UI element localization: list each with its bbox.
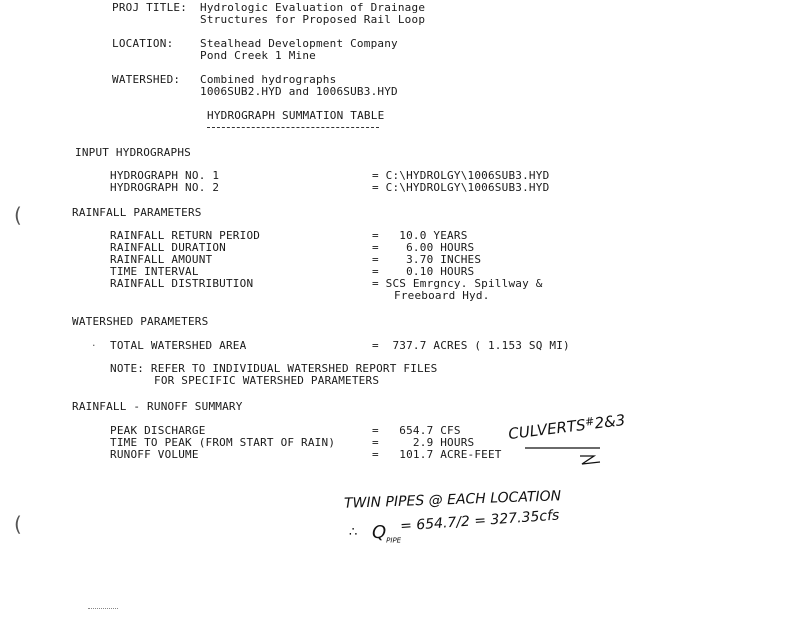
peak-discharge-value: = 654.7 CFS [372,424,461,437]
time-interval-value: = 0.10 HOURS [372,265,475,278]
rainfall-amount-label: RAINFALL AMOUNT [110,253,213,266]
location-label: LOCATION: [112,37,174,50]
watershed-line2: 1006SUB2.HYD and 1006SUB3.HYD [200,85,398,98]
note-line1: NOTE: REFER TO INDIVIDUAL WATERSHED REPORT FILES [110,362,438,375]
total-watershed-area-value: = 737.7 ACRES ( 1.153 SQ MI) [372,339,570,352]
rainfall-distribution-value: = SCS Emrgncy. Spillway & [372,277,543,290]
runoff-volume-value: = 101.7 ACRE-FEET [372,448,502,461]
time-to-peak-label: TIME TO PEAK (FROM START OF RAIN) [110,436,336,449]
note-line2: FOR SPECIFIC WATERSHED PARAMETERS [154,374,380,387]
hydrograph-2-label: HYDROGRAPH NO. 2 [110,181,220,194]
location-line1: Stealhead Development Company [200,37,398,50]
time-to-peak-value: = 2.9 HOURS [372,436,475,449]
handwritten-q-subscript: PIPE [386,536,402,545]
rainfall-return-period-value: = 10.0 YEARS [372,229,468,242]
binder-hole-mark: ( [14,203,22,227]
watershed-line1: Combined hydrographs [200,73,337,86]
hydrograph-2-value: = C:\HYDROLGY\1006SUB3.HYD [372,181,550,194]
runoff-volume-label: RUNOFF VOLUME [110,448,199,461]
stray-dot-mark: . [92,336,96,349]
handwritten-hash: # [584,414,596,429]
handwritten-culverts: CULVERTS#2&3 [507,410,627,444]
rainfall-parameters-heading: RAINFALL PARAMETERS [72,206,202,219]
project-label: PROJ TITLE: [112,1,188,14]
rainfall-duration-value: = 6.00 HOURS [372,241,475,254]
handwritten-twin-pipes: TWIN PIPES @ EACH LOCATION [343,488,562,512]
hydrograph-1-value: = C:\HYDROLGY\1006SUB3.HYD [372,169,550,182]
peak-discharge-label: PEAK DISCHARGE [110,424,206,437]
table-title-underline [207,127,379,128]
rainfall-return-period-label: RAINFALL RETURN PERIOD [110,229,261,242]
input-hydrographs-heading: INPUT HYDROGRAPHS [75,146,191,159]
table-title: HYDROGRAPH SUMMATION TABLE [207,109,385,122]
hydrograph-1-label: HYDROGRAPH NO. 1 [110,169,220,182]
total-watershed-area-label: TOTAL WATERSHED AREA [110,339,247,352]
watershed-parameters-heading: WATERSHED PARAMETERS [72,315,209,328]
handwritten-squiggle [520,440,610,470]
watershed-label: WATERSHED: [112,73,181,86]
rainfall-duration-label: RAINFALL DURATION [110,241,226,254]
location-line2: Pond Creek 1 Mine [200,49,316,62]
runoff-summary-heading: RAINFALL - RUNOFF SUMMARY [72,400,243,413]
project-title-line1: Hydrologic Evaluation of Drainage [200,1,426,14]
handwritten-q: $Q_{PIPE}$ [372,522,402,545]
rainfall-distribution-label: RAINFALL DISTRIBUTION [110,277,254,290]
footer-scan-mark [88,608,118,609]
binder-hole-mark-lower: ( [14,512,22,536]
time-interval-label: TIME INTERVAL [110,265,199,278]
rainfall-distribution-line2: Freeboard Hyd. [394,289,490,302]
handwritten-therefore: ∴ [349,525,358,540]
handwritten-equation: = 654.7/2 = 327.35cfs [399,507,560,535]
rainfall-amount-value: = 3.70 INCHES [372,253,482,266]
project-title-line2: Structures for Proposed Rail Loop [200,13,426,26]
